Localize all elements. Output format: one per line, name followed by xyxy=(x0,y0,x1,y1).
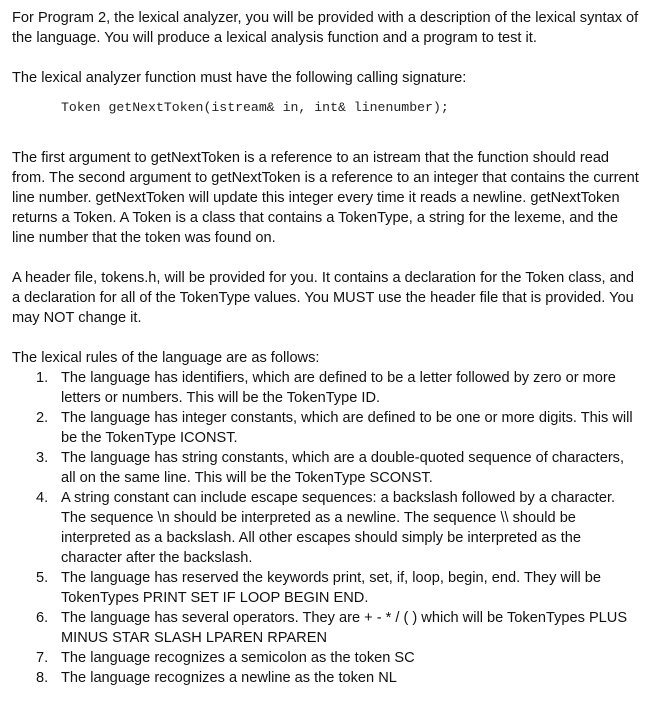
rules-intro: The lexical rules of the language are as follows: xyxy=(12,350,320,366)
rule-number: 5. xyxy=(36,570,49,586)
rule-text: The language has identifiers, which are defined to be a letter followed by zero or more letters or numbers. This will be the TokenType ID. xyxy=(61,370,616,406)
rule-item xyxy=(12,668,642,688)
rule-number: 2. xyxy=(36,410,49,426)
rule-item xyxy=(12,408,642,448)
spacer xyxy=(12,128,642,148)
header-file-paragraph: A header file, tokens.h, will be provided for you. It contains a declaration for the Token class, and a declaration for all of the TokenType values. You MUST use the header file that is provided. You may NOT change it. xyxy=(12,270,634,326)
rule-item xyxy=(12,368,642,408)
rule-text: The language has string constants, which are a double-quoted sequence of characters, all on the same line. This will be the TokenType SCONST. xyxy=(61,450,625,486)
rule-number: 8. xyxy=(36,670,49,686)
spacer xyxy=(12,328,642,348)
rule-item xyxy=(12,608,642,648)
spacer xyxy=(12,248,642,268)
rule-number: 7. xyxy=(36,650,49,666)
rule-number: 6. xyxy=(36,610,49,626)
rule-text: The language has reserved the keywords print, set, if, loop, begin, end. They will be TokenTypes PRINT SET IF LOOP BEGIN END. xyxy=(61,570,602,606)
rules-list xyxy=(12,368,642,688)
signature-intro: The lexical analyzer function must have the following calling signature: xyxy=(12,70,467,86)
spacer xyxy=(12,48,642,68)
rule-text: The language has integer constants, which are defined to be one or more digits. This will be the TokenType ICONST. xyxy=(61,410,633,446)
rule-text: The language recognizes a semicolon as the token SC xyxy=(61,650,415,666)
rule-number: 3. xyxy=(36,450,49,466)
rule-item xyxy=(12,488,642,568)
rule-number: 4. xyxy=(36,490,49,506)
rule-text: The language has several operators. They are + - * / ( ) which will be TokenTypes PLUS MINUS STAR SLASH LPAREN RPAREN xyxy=(61,610,628,646)
rule-item xyxy=(12,448,642,488)
rule-item xyxy=(12,648,642,668)
rule-number: 1. xyxy=(36,370,49,386)
rule-item xyxy=(12,568,642,608)
intro-paragraph: For Program 2, the lexical analyzer, you will be provided with a description of the lexical syntax of the language. You will produce a lexical analysis function and a program to test it. xyxy=(12,10,639,46)
arguments-paragraph: The first argument to getNextToken is a reference to an istream that the function should read from. The second argument to getNextToken is a reference to an integer that contains the current line number. getNextToken will update this integer every time it reads a newline. getNextToken returns a Token. A Token is a class that contains a TokenType, a string for the lexeme, and the line number that the token was found on. xyxy=(12,150,639,246)
rule-text: A string constant can include escape sequences: a backslash followed by a character. The sequence \n should be interpreted as a newline. The sequence \\ should be interpreted as a backslash. All other escapes should simply be interpreted as the character after the backslash. xyxy=(61,490,616,566)
rule-text: The language recognizes a newline as the token NL xyxy=(61,670,397,686)
signature-code: Token getNextToken(istream& in, int& linenumber); xyxy=(61,100,449,115)
